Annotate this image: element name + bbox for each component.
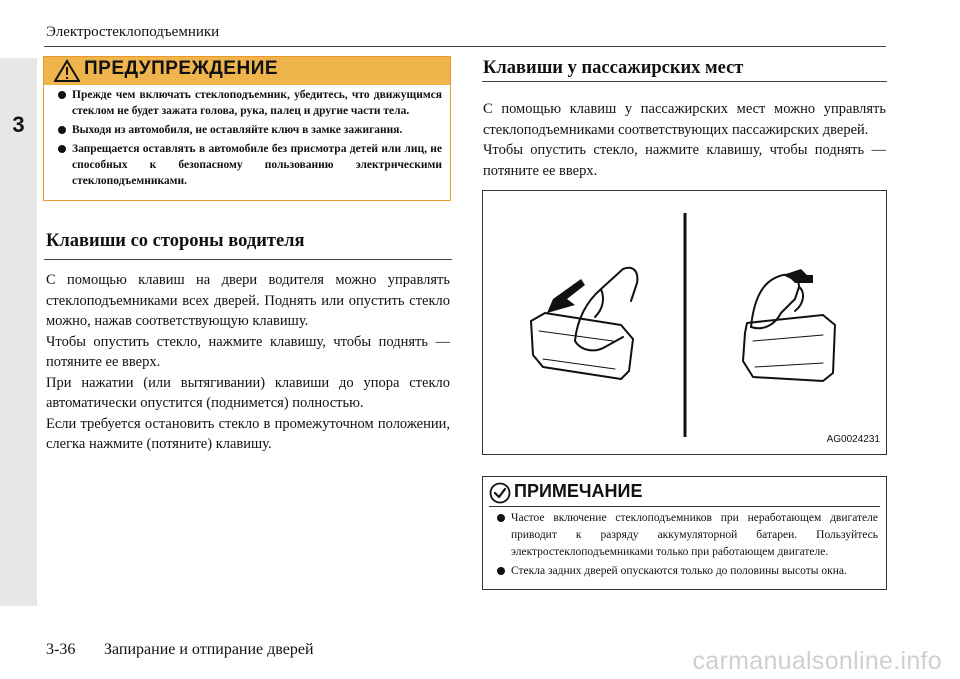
note-item (491, 510, 878, 561)
watermark: carmanualsonline.info (692, 647, 942, 675)
checkmark-icon (489, 482, 511, 504)
note-item-text: Стекла задних дверей опускаются только до половины высоты окна. (511, 565, 847, 577)
paragraph: При нажатии (или вытягивании) клавиши до упора стекло автоматически опустится (поднимется) полностью. (46, 374, 450, 411)
warning-item-text: Прежде чем включать стеклоподъемник, убедитесь, что движущимся стеклом не будет зажата голова, рука, палец и другие части тела. (72, 89, 442, 117)
warning-item-text: Выходя из автомобиля, не оставляйте ключ в замке зажигания. (72, 124, 403, 136)
paragraph: Чтобы опустить стекло, нажмите клавишу, чтобы поднять — потяните ее вверх. (483, 142, 886, 179)
arrow-down-icon (547, 279, 585, 313)
bullet-icon (58, 145, 66, 153)
passenger-section-text (483, 99, 886, 181)
note-divider (489, 506, 880, 507)
passenger-section-heading: Клавиши у пассажирских мест (483, 58, 744, 78)
passenger-section-divider (482, 81, 887, 82)
page-number: 3-36 (46, 641, 76, 658)
warning-title: ПРЕДУПРЕЖДЕНИЕ (84, 58, 279, 79)
paragraph: Чтобы опустить стекло, нажмите клавишу, чтобы поднять — потяните ее вверх. (46, 333, 450, 370)
paragraph: С помощью клавиш на двери водителя можно управлять стеклоподъемниками всех дверей. Поднять или опустить стекло можно, нажав соответствующую клавишу. (46, 272, 450, 329)
warning-item (52, 122, 442, 138)
driver-section-text (46, 270, 450, 455)
note-list (491, 510, 878, 583)
warning-item-text: Запрещается оставлять в автомобиле без присмотра детей или лиц, не способных к безопасному пользованию электрическими стеклоподъемниками. (72, 143, 442, 187)
running-header: Электростеклоподъемники (46, 24, 220, 40)
warning-item (52, 87, 442, 119)
switch-operation-drawing (483, 191, 886, 454)
figure-code: AG0024231 (826, 434, 880, 445)
window-switch-illustration (482, 190, 887, 455)
bullet-icon (58, 126, 66, 134)
warning-triangle-icon (54, 59, 80, 83)
arrow-up-icon (783, 269, 813, 283)
bullet-icon (58, 91, 66, 99)
chapter-number: 3 (12, 112, 25, 137)
warning-list (52, 87, 442, 192)
pull-up-panel (743, 275, 835, 381)
note-box (482, 476, 887, 590)
note-item (491, 563, 878, 580)
note-title: ПРИМЕЧАНИЕ (514, 481, 643, 501)
bullet-icon (497, 567, 505, 575)
warning-box (43, 56, 451, 201)
bullet-icon (497, 514, 505, 522)
header-divider (44, 46, 886, 47)
warning-item (52, 141, 442, 189)
chapter-side-strip (0, 58, 37, 606)
driver-section-divider (44, 259, 452, 260)
warning-header (44, 57, 450, 85)
note-item-text: Частое включение стеклоподъемников при неработающем двигателе приводит к разряду аккумуляторной батареи. Пользуйтесь электростеклоподъемниками только при работающем двигателе. (511, 512, 878, 558)
driver-section-heading: Клавиши со стороны водителя (46, 231, 305, 251)
paragraph: С помощью клавиш у пассажирских мест можно управлять стеклоподъемниками соответствующих пассажирских дверей. (483, 101, 886, 138)
footer-section-title: Запирание и отпирание дверей (104, 641, 314, 658)
paragraph: Если требуется остановить стекло в промежуточном положении, слегка нажмите (потяните) клавишу. (46, 415, 450, 452)
